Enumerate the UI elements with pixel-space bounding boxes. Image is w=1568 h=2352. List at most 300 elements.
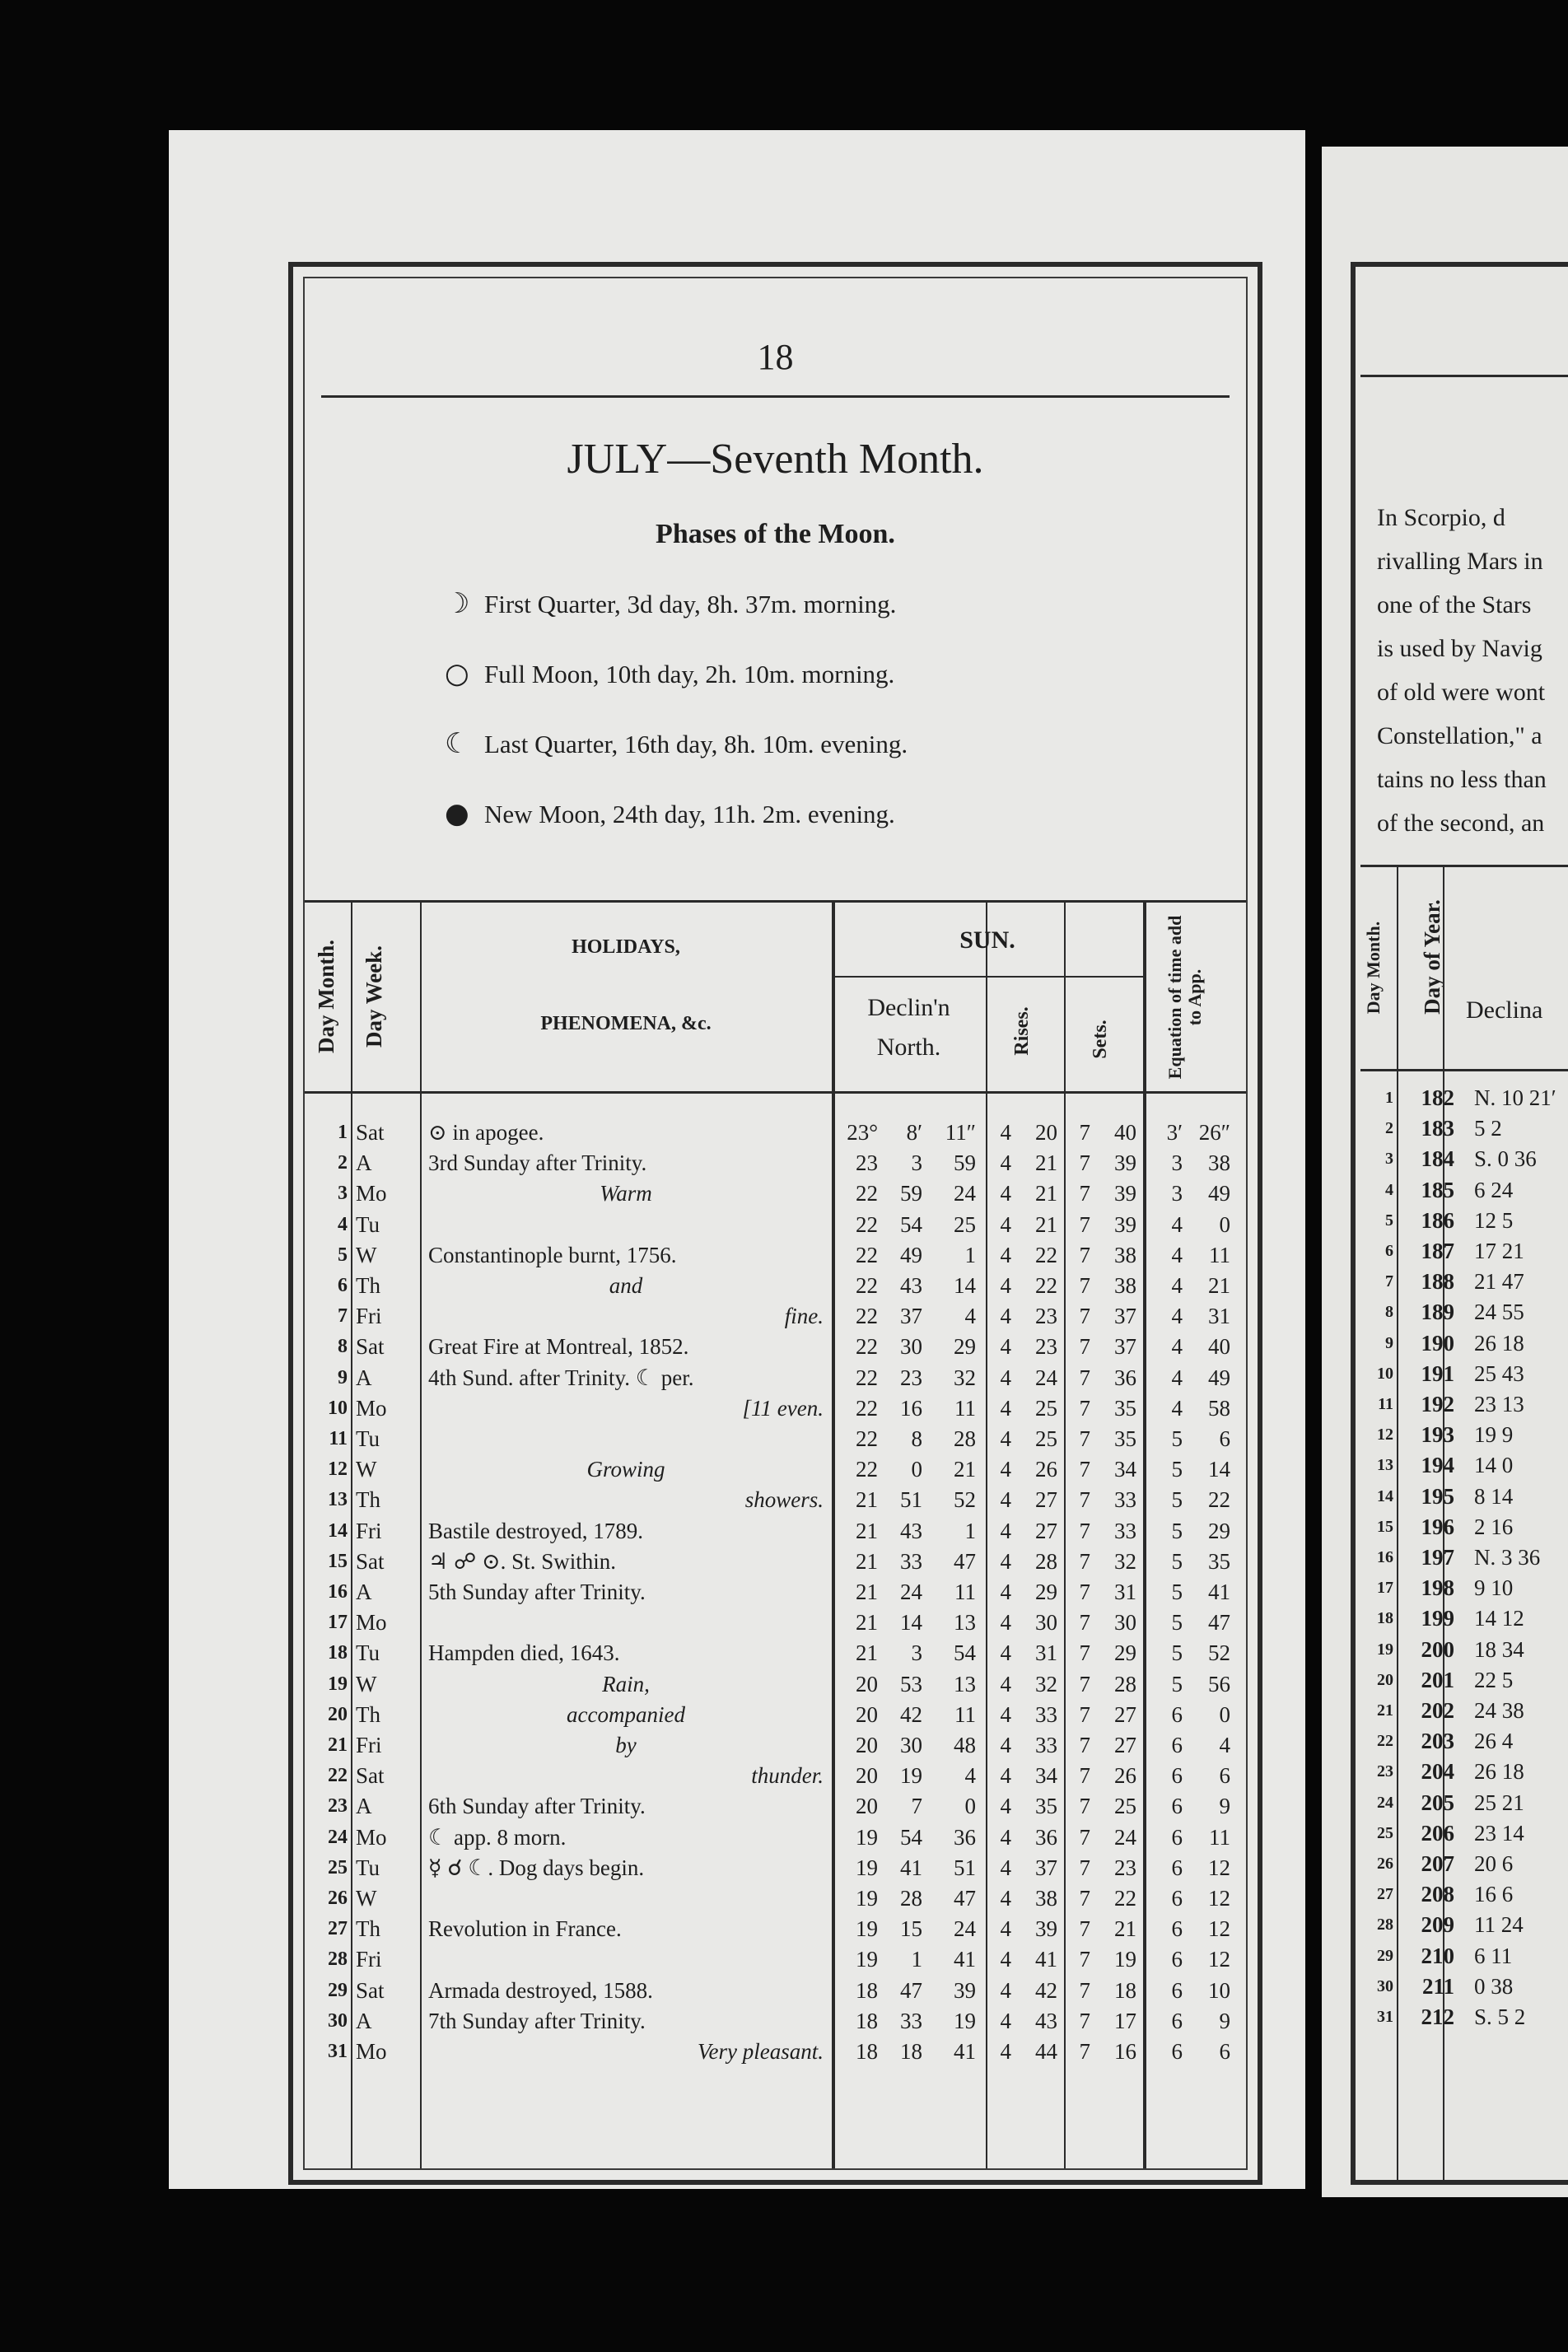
table-row bbox=[305, 1791, 1246, 1822]
cell-dm: 30 bbox=[900, 1334, 922, 1360]
cell-ds: 28 bbox=[954, 1426, 976, 1451]
header-holidays: HOLIDAYS, bbox=[572, 936, 680, 958]
cell-rh: 4 bbox=[1000, 1855, 1011, 1880]
right-day-of-month: 16 bbox=[1377, 1548, 1393, 1566]
cell-rm: 22 bbox=[1035, 1242, 1057, 1267]
cell-em: 6 bbox=[1171, 1886, 1183, 1911]
event-text: by bbox=[615, 1733, 637, 1757]
cell-sm: 38 bbox=[1114, 1273, 1136, 1298]
right-declination: N. 3 36 bbox=[1474, 1545, 1541, 1570]
day-of-week: Sat bbox=[356, 1977, 385, 2003]
right-declination: 6 24 bbox=[1474, 1177, 1514, 1202]
right-declination: S. 0 36 bbox=[1474, 1146, 1537, 1172]
right-page-text-line: of old were wont bbox=[1377, 679, 1546, 706]
cell-rm: 30 bbox=[1035, 1610, 1057, 1636]
cell-rh: 4 bbox=[1000, 1763, 1011, 1789]
cell-dg: 22 bbox=[856, 1365, 878, 1390]
cell-em: 6 bbox=[1171, 2008, 1183, 2033]
cell-sh: 7 bbox=[1079, 1640, 1090, 1666]
right-declination: 2 16 bbox=[1474, 1514, 1514, 1539]
day-of-week: Sat bbox=[356, 1763, 385, 1789]
cell-dg: 20 bbox=[856, 1763, 878, 1789]
right-header-day-year: Day of Year. bbox=[1420, 899, 1444, 1015]
cell-ds: 47 bbox=[954, 1886, 976, 1911]
right-page-text-line: rivalling Mars in bbox=[1377, 548, 1543, 575]
day-of-week: A bbox=[356, 1365, 372, 1390]
cell-sm: 24 bbox=[1114, 1824, 1136, 1850]
cell-dm: 23 bbox=[900, 1365, 922, 1390]
header-declin-north: North. bbox=[876, 1034, 941, 1061]
day-of-month: 2 bbox=[338, 1152, 348, 1174]
event-text: and bbox=[609, 1273, 643, 1298]
cell-em: 5 bbox=[1171, 1640, 1183, 1666]
cell-sm: 28 bbox=[1114, 1671, 1136, 1696]
cell-sm: 40 bbox=[1114, 1120, 1136, 1145]
table-row bbox=[305, 1516, 1246, 1547]
cell-es: 49 bbox=[1208, 1181, 1230, 1206]
cell-dm: 47 bbox=[900, 1977, 922, 2003]
cell-dm: 19 bbox=[900, 1763, 922, 1789]
right-day-of-month: 20 bbox=[1377, 1670, 1393, 1689]
right-header-day-month: Day Month. bbox=[1363, 921, 1384, 1015]
table-row bbox=[305, 1332, 1246, 1362]
table-row bbox=[305, 1118, 1246, 1148]
cell-dm: 8 bbox=[911, 1426, 922, 1451]
day-of-week: W bbox=[356, 1457, 377, 1482]
cell-dg: 19 bbox=[856, 1824, 878, 1850]
cell-es: 56 bbox=[1208, 1671, 1230, 1696]
cell-sh: 7 bbox=[1079, 1671, 1090, 1696]
cell-em: 5 bbox=[1171, 1610, 1183, 1636]
right-declination: 24 55 bbox=[1474, 1300, 1524, 1325]
day-of-week: W bbox=[356, 1886, 377, 1911]
day-of-month: 23 bbox=[328, 1795, 348, 1818]
cell-em: 5 bbox=[1171, 1548, 1183, 1574]
cell-rh: 4 bbox=[1000, 1211, 1011, 1237]
cell-ds: 0 bbox=[964, 1794, 976, 1819]
right-declination: N. 10 21′ bbox=[1474, 1085, 1556, 1110]
right-table-row bbox=[1360, 1236, 1568, 1267]
right-day-of-year: 186 bbox=[1421, 1207, 1454, 1233]
day-of-month: 3 bbox=[338, 1183, 348, 1205]
table-row bbox=[305, 1424, 1246, 1454]
right-table-row bbox=[1360, 1450, 1568, 1481]
cell-rh: 4 bbox=[1000, 1977, 1011, 2003]
event-text: Very pleasant. bbox=[698, 2039, 824, 2064]
cell-sh: 7 bbox=[1079, 1181, 1090, 1206]
cell-dg: 22 bbox=[856, 1242, 878, 1267]
cell-dm: 15 bbox=[900, 1916, 922, 1942]
right-table-row bbox=[1360, 1665, 1568, 1696]
day-of-month: 22 bbox=[328, 1765, 348, 1787]
cell-es: 11 bbox=[1209, 1824, 1230, 1850]
cell-rm: 33 bbox=[1035, 1733, 1057, 1757]
event-text: ☾ app. 8 morn. bbox=[428, 1824, 567, 1850]
right-day-of-month: 4 bbox=[1385, 1180, 1393, 1199]
cell-rm: 27 bbox=[1035, 1487, 1057, 1513]
cell-sm: 32 bbox=[1114, 1548, 1136, 1574]
cell-ds: 13 bbox=[954, 1671, 976, 1696]
cell-rm: 22 bbox=[1035, 1273, 1057, 1298]
day-of-week: Fri bbox=[356, 1518, 382, 1543]
event-text: 3rd Sunday after Trinity. bbox=[428, 1150, 647, 1176]
right-day-of-year: 203 bbox=[1421, 1729, 1454, 1754]
right-day-of-month: 22 bbox=[1377, 1732, 1393, 1751]
cell-rh: 4 bbox=[1000, 1120, 1011, 1145]
day-of-month: 25 bbox=[328, 1856, 348, 1878]
phase-last-quarter bbox=[445, 727, 908, 760]
cell-em: 3′ bbox=[1166, 1120, 1183, 1145]
right-day-of-year: 183 bbox=[1421, 1116, 1454, 1141]
phase-text: First Quarter, 3d day, 8h. 37m. morning. bbox=[484, 590, 897, 618]
right-declination: 26 18 bbox=[1474, 1330, 1524, 1356]
cell-rh: 4 bbox=[1000, 1150, 1011, 1176]
header-day-week: Day Week. bbox=[362, 945, 386, 1048]
cell-sh: 7 bbox=[1079, 1855, 1090, 1880]
cell-es: 58 bbox=[1208, 1395, 1230, 1421]
day-of-month: 20 bbox=[328, 1703, 348, 1725]
cell-rm: 33 bbox=[1035, 1701, 1057, 1727]
right-day-of-year: 196 bbox=[1421, 1514, 1454, 1539]
cell-es: 47 bbox=[1208, 1610, 1230, 1636]
cell-rm: 31 bbox=[1035, 1640, 1057, 1666]
cell-rm: 21 bbox=[1035, 1181, 1057, 1206]
cell-es: 41 bbox=[1208, 1580, 1230, 1604]
table-row bbox=[305, 1210, 1246, 1240]
cell-es: 6 bbox=[1219, 2039, 1230, 2064]
cell-dm: 14 bbox=[900, 1610, 922, 1636]
cell-sh: 7 bbox=[1079, 1518, 1090, 1543]
cell-rh: 4 bbox=[1000, 1548, 1011, 1574]
table-row bbox=[305, 1393, 1246, 1424]
cell-sm: 33 bbox=[1114, 1518, 1136, 1543]
day-of-week: Mo bbox=[356, 1610, 387, 1636]
cell-dm: 28 bbox=[900, 1886, 922, 1911]
cell-dg: 20 bbox=[856, 1733, 878, 1757]
cell-sm: 39 bbox=[1114, 1150, 1136, 1176]
right-day-of-year: 199 bbox=[1421, 1606, 1454, 1631]
right-table-row bbox=[1360, 1757, 1568, 1787]
day-of-week: W bbox=[356, 1671, 377, 1696]
phase-new-moon bbox=[445, 797, 895, 830]
cell-rh: 4 bbox=[1000, 1487, 1011, 1513]
cell-rh: 4 bbox=[1000, 1426, 1011, 1451]
cell-es: 49 bbox=[1208, 1365, 1230, 1390]
right-declination: 25 43 bbox=[1474, 1360, 1524, 1386]
cell-dg: 22 bbox=[856, 1426, 878, 1451]
cell-rh: 4 bbox=[1000, 2008, 1011, 2033]
cell-dm: 30 bbox=[900, 1733, 922, 1757]
new-moon-icon: ● bbox=[445, 797, 469, 830]
right-table-row bbox=[1360, 2002, 1568, 2032]
cell-rh: 4 bbox=[1000, 1671, 1011, 1696]
right-declination: 12 5 bbox=[1474, 1207, 1514, 1233]
cell-sm: 27 bbox=[1114, 1701, 1136, 1727]
cell-em: 6 bbox=[1171, 1977, 1183, 2003]
cell-ds: 11″ bbox=[945, 1120, 976, 1145]
right-table-row bbox=[1360, 1696, 1568, 1726]
cell-dg: 19 bbox=[856, 1947, 878, 1972]
day-of-week: W bbox=[356, 1242, 377, 1267]
event-text: Constantinople burnt, 1756. bbox=[428, 1242, 677, 1267]
right-table-row bbox=[1360, 1635, 1568, 1665]
day-of-week: Tu bbox=[356, 1640, 380, 1666]
cell-ds: 59 bbox=[954, 1150, 976, 1176]
cell-dg: 18 bbox=[856, 2008, 878, 2033]
cell-dm: 42 bbox=[900, 1701, 922, 1727]
cell-sh: 7 bbox=[1079, 2039, 1090, 2064]
table-row bbox=[305, 1669, 1246, 1700]
event-text: Rain, bbox=[602, 1671, 650, 1696]
cell-es: 21 bbox=[1208, 1273, 1230, 1298]
cell-dg: 19 bbox=[856, 1855, 878, 1880]
cell-rm: 21 bbox=[1035, 1150, 1057, 1176]
right-day-of-year: 204 bbox=[1421, 1759, 1454, 1785]
right-page-header-rule bbox=[1360, 375, 1568, 377]
cell-sh: 7 bbox=[1079, 1211, 1090, 1237]
cell-em: 6 bbox=[1171, 1916, 1183, 1942]
right-table-row bbox=[1360, 1879, 1568, 1910]
cell-sm: 29 bbox=[1114, 1640, 1136, 1666]
right-day-of-month: 23 bbox=[1377, 1762, 1393, 1781]
day-of-week: Fri bbox=[356, 1304, 382, 1329]
right-day-of-year: 211 bbox=[1421, 1973, 1454, 1999]
cell-rm: 23 bbox=[1035, 1334, 1057, 1360]
cell-rh: 4 bbox=[1000, 1395, 1011, 1421]
event-text: accompanied bbox=[567, 1701, 685, 1727]
right-day-of-month: 10 bbox=[1377, 1364, 1393, 1383]
day-of-week: Tu bbox=[356, 1211, 380, 1237]
cell-sh: 7 bbox=[1079, 1457, 1090, 1482]
cell-em: 6 bbox=[1171, 1733, 1183, 1757]
day-of-month: 4 bbox=[338, 1213, 348, 1235]
day-of-month: 14 bbox=[328, 1519, 348, 1542]
cell-dg: 20 bbox=[856, 1671, 878, 1696]
cell-rh: 4 bbox=[1000, 1334, 1011, 1360]
cell-dg: 20 bbox=[856, 1794, 878, 1819]
cell-rm: 23 bbox=[1035, 1304, 1057, 1329]
phase-first-quarter bbox=[445, 587, 896, 620]
right-day-of-month: 5 bbox=[1385, 1211, 1393, 1230]
cell-rm: 41 bbox=[1035, 1947, 1057, 1972]
cell-ds: 4 bbox=[964, 1304, 976, 1329]
day-of-month: 17 bbox=[328, 1612, 348, 1634]
page-number: 18 bbox=[757, 337, 794, 377]
cell-em: 6 bbox=[1171, 1947, 1183, 1972]
table-row bbox=[305, 1638, 1246, 1668]
phases-title: Phases of the Moon. bbox=[656, 519, 895, 549]
right-day-of-year: 202 bbox=[1421, 1698, 1454, 1723]
cell-rm: 28 bbox=[1035, 1548, 1057, 1574]
right-day-of-year: 198 bbox=[1421, 1575, 1454, 1601]
cell-ds: 14 bbox=[954, 1273, 976, 1298]
cell-sh: 7 bbox=[1079, 1150, 1090, 1176]
right-day-of-month: 31 bbox=[1377, 2008, 1393, 2026]
cell-rm: 34 bbox=[1035, 1763, 1057, 1789]
right-header-declina: Declina bbox=[1466, 996, 1543, 1024]
cell-dm: 0 bbox=[911, 1457, 922, 1482]
right-declination: 14 12 bbox=[1474, 1606, 1524, 1631]
table-row bbox=[305, 1944, 1246, 1975]
right-declination: 16 6 bbox=[1474, 1882, 1514, 1907]
cell-rm: 36 bbox=[1035, 1824, 1057, 1850]
right-day-of-month: 13 bbox=[1377, 1456, 1393, 1475]
cell-rh: 4 bbox=[1000, 1610, 1011, 1636]
cell-ds: 54 bbox=[954, 1640, 976, 1666]
event-text: Hampden died, 1643. bbox=[428, 1640, 620, 1666]
right-page-text-line: Constellation," a bbox=[1377, 722, 1542, 749]
day-of-month: 26 bbox=[328, 1888, 348, 1909]
cell-sh: 7 bbox=[1079, 1487, 1090, 1513]
event-text: Armada destroyed, 1588. bbox=[428, 1977, 653, 2003]
cell-sh: 7 bbox=[1079, 1242, 1090, 1267]
cell-rm: 32 bbox=[1035, 1671, 1057, 1696]
cell-sm: 34 bbox=[1114, 1457, 1136, 1482]
cell-sh: 7 bbox=[1079, 1701, 1090, 1727]
last-quarter-moon-icon: ☾ bbox=[445, 727, 470, 760]
cell-dg: 22 bbox=[856, 1395, 878, 1421]
cell-ds: 21 bbox=[954, 1457, 976, 1482]
cell-dm: 43 bbox=[900, 1273, 922, 1298]
event-text: ⊙ in apogee. bbox=[428, 1120, 544, 1145]
right-page-text-line: of the second, an bbox=[1377, 810, 1545, 837]
right-day-of-year: 205 bbox=[1421, 1790, 1454, 1815]
cell-dg: 21 bbox=[856, 1640, 878, 1666]
cell-dg: 23 bbox=[856, 1150, 878, 1176]
day-of-month: 28 bbox=[328, 1948, 348, 1971]
phase-text: Last Quarter, 16th day, 8h. 10m. evening. bbox=[484, 730, 908, 758]
cell-rh: 4 bbox=[1000, 1304, 1011, 1329]
cell-es: 11 bbox=[1209, 1242, 1230, 1267]
header-declin: Declin'n bbox=[867, 994, 950, 1021]
table-row bbox=[305, 1271, 1246, 1301]
right-declination: 20 6 bbox=[1474, 1851, 1514, 1876]
table-row bbox=[305, 1240, 1246, 1271]
right-day-of-year: 189 bbox=[1421, 1300, 1454, 1325]
right-table-row bbox=[1360, 1267, 1568, 1297]
right-declination: 26 4 bbox=[1474, 1729, 1514, 1754]
right-declination: 24 38 bbox=[1474, 1698, 1524, 1723]
cell-sh: 7 bbox=[1079, 1886, 1090, 1911]
cell-em: 4 bbox=[1171, 1242, 1183, 1267]
phase-full-moon bbox=[445, 657, 894, 690]
table-row bbox=[305, 1700, 1246, 1730]
day-of-week: Th bbox=[356, 1487, 380, 1513]
cell-sh: 7 bbox=[1079, 1763, 1090, 1789]
cell-dg: 22 bbox=[856, 1273, 878, 1298]
right-day-of-year: 201 bbox=[1421, 1667, 1454, 1692]
right-declination: 9 10 bbox=[1474, 1575, 1514, 1601]
cell-dm: 59 bbox=[900, 1181, 922, 1206]
right-day-of-month: 12 bbox=[1377, 1426, 1393, 1444]
cell-dg: 22 bbox=[856, 1304, 878, 1329]
table-row bbox=[305, 1822, 1246, 1853]
cell-dg: 20 bbox=[856, 1701, 878, 1727]
table-row bbox=[305, 1301, 1246, 1332]
cell-sh: 7 bbox=[1079, 1120, 1090, 1145]
day-of-week: A bbox=[356, 1150, 372, 1176]
cell-sm: 21 bbox=[1114, 1916, 1136, 1942]
cell-sh: 7 bbox=[1079, 1977, 1090, 2003]
right-day-of-year: 200 bbox=[1421, 1636, 1454, 1662]
cell-sh: 7 bbox=[1079, 1365, 1090, 1390]
day-of-month: 9 bbox=[338, 1366, 348, 1388]
event-text: showers. bbox=[744, 1487, 824, 1513]
cell-sm: 33 bbox=[1114, 1487, 1136, 1513]
cell-rh: 4 bbox=[1000, 1181, 1011, 1206]
cell-rm: 24 bbox=[1035, 1365, 1057, 1390]
event-text: Great Fire at Montreal, 1852. bbox=[428, 1334, 689, 1360]
cell-em: 6 bbox=[1171, 1855, 1183, 1880]
right-table-row bbox=[1360, 1512, 1568, 1542]
day-of-week: Th bbox=[356, 1916, 380, 1942]
table-row bbox=[305, 1485, 1246, 1515]
cell-dg: 22 bbox=[856, 1211, 878, 1237]
day-of-month: 12 bbox=[328, 1458, 348, 1481]
right-day-of-year: 182 bbox=[1421, 1085, 1454, 1110]
right-day-of-year: 206 bbox=[1421, 1820, 1454, 1846]
header-phenomena: PHENOMENA, &c. bbox=[540, 1013, 712, 1034]
cell-sm: 27 bbox=[1114, 1733, 1136, 1757]
cell-sm: 26 bbox=[1114, 1763, 1136, 1789]
cell-ds: 13 bbox=[954, 1610, 976, 1636]
cell-es: 38 bbox=[1208, 1150, 1230, 1176]
phase-text: Full Moon, 10th day, 2h. 10m. morning. bbox=[484, 660, 895, 688]
cell-sm: 31 bbox=[1114, 1580, 1136, 1604]
cell-em: 6 bbox=[1171, 1763, 1183, 1789]
event-text: ♃ ☍ ⊙. St. Swithin. bbox=[428, 1548, 616, 1574]
cell-rh: 4 bbox=[1000, 1701, 1011, 1727]
event-text: fine. bbox=[784, 1304, 824, 1329]
cell-ds: 41 bbox=[954, 2039, 976, 2064]
cell-sm: 39 bbox=[1114, 1211, 1136, 1237]
cell-dm: 33 bbox=[900, 2008, 922, 2033]
cell-dm: 53 bbox=[900, 1671, 922, 1696]
right-table-row bbox=[1360, 1144, 1568, 1174]
cell-rm: 25 bbox=[1035, 1395, 1057, 1421]
day-of-week: Mo bbox=[356, 1395, 387, 1421]
cell-sm: 30 bbox=[1114, 1610, 1136, 1636]
cell-sm: 38 bbox=[1114, 1242, 1136, 1267]
cell-em: 5 bbox=[1171, 1518, 1183, 1543]
right-page-header-bottom-rule bbox=[1360, 1069, 1568, 1071]
event-text: Bastile destroyed, 1789. bbox=[428, 1518, 643, 1543]
cell-ds: 24 bbox=[954, 1916, 976, 1942]
cell-rh: 4 bbox=[1000, 1886, 1011, 1911]
day-of-month: 6 bbox=[338, 1275, 348, 1296]
cell-ds: 11 bbox=[954, 1395, 976, 1421]
cell-em: 5 bbox=[1171, 1671, 1183, 1696]
cell-dg: 21 bbox=[856, 1518, 878, 1543]
full-moon-icon: ○ bbox=[445, 657, 469, 690]
cell-es: 29 bbox=[1208, 1518, 1230, 1543]
cell-sh: 7 bbox=[1079, 1334, 1090, 1360]
cell-dg: 21 bbox=[856, 1487, 878, 1513]
right-day-of-month: 14 bbox=[1377, 1486, 1393, 1505]
cell-es: 6 bbox=[1219, 1763, 1230, 1789]
right-page-table-top-rule bbox=[1360, 865, 1568, 867]
cell-dm: 1 bbox=[911, 1947, 922, 1972]
cell-dm: 43 bbox=[900, 1518, 922, 1543]
cell-es: 22 bbox=[1208, 1487, 1230, 1513]
cell-rm: 37 bbox=[1035, 1855, 1057, 1880]
cell-em: 6 bbox=[1171, 1794, 1183, 1819]
event-text: [11 even. bbox=[742, 1395, 824, 1421]
header-sets: Sets. bbox=[1090, 1020, 1111, 1059]
right-day-of-month: 11 bbox=[1378, 1395, 1393, 1413]
right-table-row bbox=[1360, 1389, 1568, 1420]
right-day-of-year: 197 bbox=[1421, 1545, 1454, 1570]
